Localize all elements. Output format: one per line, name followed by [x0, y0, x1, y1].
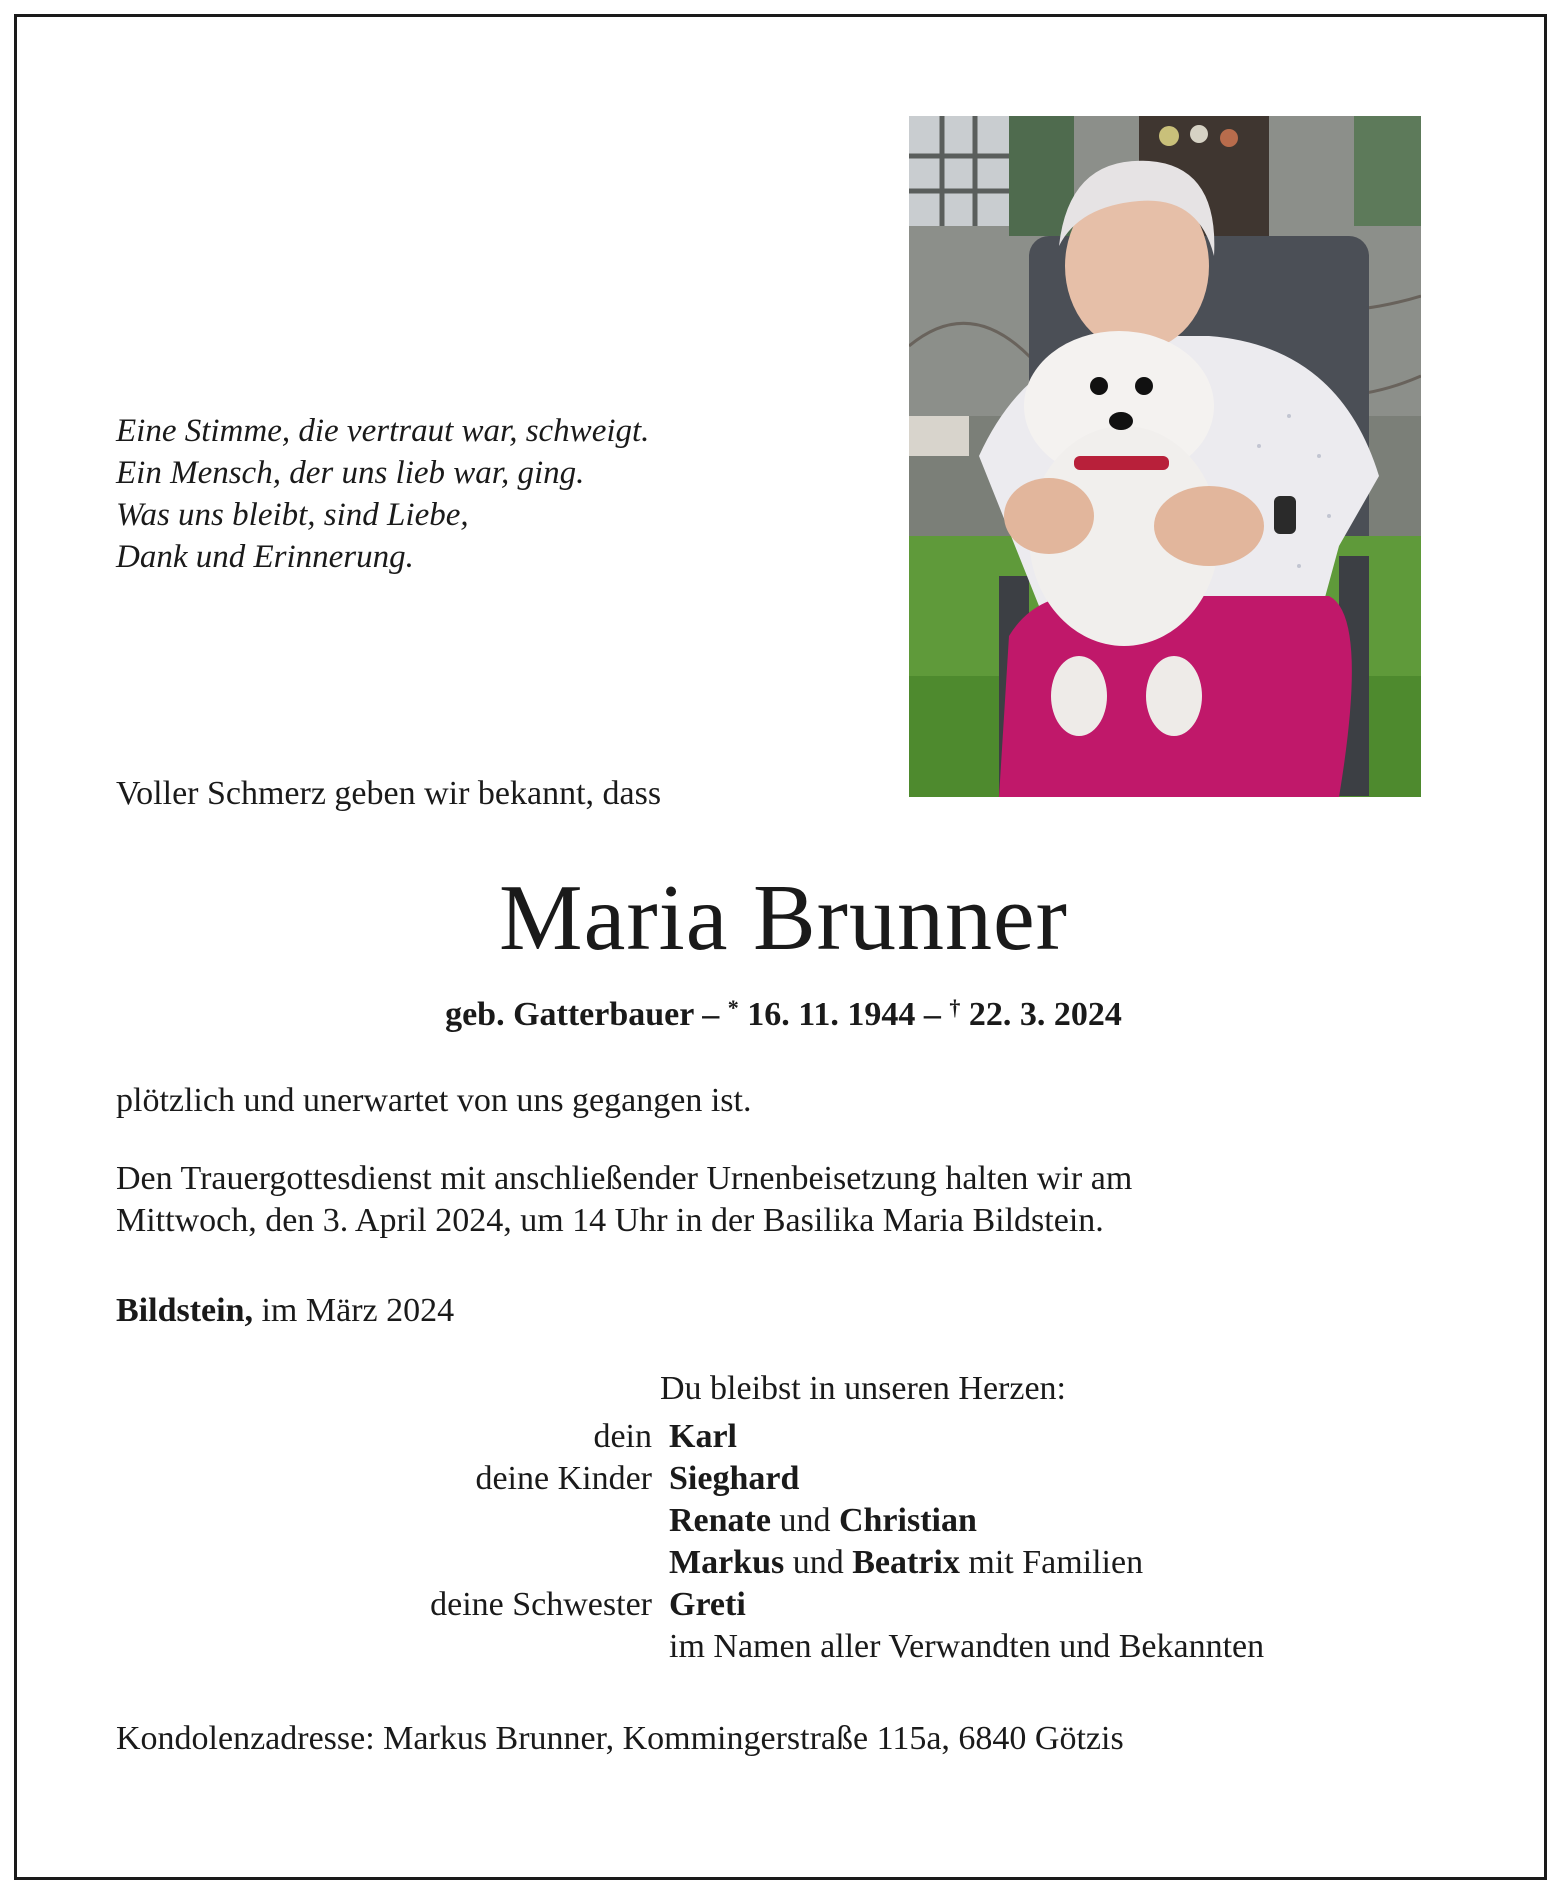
family-list [0, 1418, 1567, 1670]
family-row [0, 1460, 1567, 1502]
family-suffix: im Namen aller Verwandten und Bekannten [669, 1628, 1265, 1665]
service-line: Den Trauergottesdienst mit anschließender Urnenbeisetzung halten wir am [116, 1160, 1133, 1197]
family-name: Christian [838, 1502, 977, 1539]
family-name: Greti [669, 1586, 746, 1623]
family-names [669, 1502, 977, 1540]
family-row [0, 1502, 1567, 1544]
poem-line: Eine Stimme, die vertraut war, schweigt. [116, 413, 650, 449]
family-row [0, 1628, 1567, 1670]
family-relation: deine Kinder [475, 1460, 652, 1497]
poem-line: Ein Mensch, der uns lieb war, ging. [116, 455, 585, 491]
family-row [0, 1544, 1567, 1586]
death-date: 22. 3. 2024 [968, 996, 1122, 1033]
death-symbol: † [949, 995, 961, 1020]
family-names [669, 1460, 799, 1498]
family-names [669, 1544, 1143, 1582]
family-name: Sieghard [669, 1460, 800, 1497]
condolence-address: Kondolenzadresse: Markus Brunner, Kommingerstraße 115a, 6840 Götzis [116, 1720, 1124, 1757]
birth-date: 16. 11. 1944 [747, 996, 916, 1033]
maiden-name: geb. Gatterbauer [445, 996, 694, 1033]
family-name: Karl [669, 1418, 737, 1455]
poem [116, 410, 649, 578]
family-names [669, 1418, 737, 1456]
family-conj: und [779, 1502, 831, 1539]
poem-line: Dank und Erinnerung. [116, 539, 414, 575]
intro-text: Voller Schmerz geben wir bekannt, dass [116, 775, 662, 812]
passed-text: plötzlich und unerwartet von uns gegangen ist. [116, 1082, 752, 1119]
family-names [669, 1628, 1264, 1666]
family-row [0, 1586, 1567, 1628]
deceased-name: Maria Brunner [499, 866, 1068, 970]
family-suffix: mit Familien [968, 1544, 1144, 1581]
family-relation: dein [593, 1418, 652, 1455]
family-relation: deine Schwester [430, 1586, 652, 1623]
dash: – [923, 996, 941, 1033]
service-line: Mittwoch, den 3. April 2024, um 14 Uhr in der Basilika Maria Bildstein. [116, 1202, 1104, 1239]
place-date-value: im März 2024 [261, 1292, 455, 1329]
family-name: Beatrix [852, 1544, 960, 1581]
family-row [0, 1418, 1567, 1460]
family-heading: Du bleibst in unseren Herzen: [660, 1370, 1066, 1407]
service-text [116, 1158, 1132, 1242]
place-date [116, 1290, 454, 1332]
portrait-photo-drawing [909, 116, 1421, 797]
poem-line: Was uns bleibt, sind Liebe, [116, 497, 469, 533]
family-conj: und [792, 1544, 844, 1581]
family-name: Renate [669, 1502, 771, 1539]
life-dates [0, 995, 1567, 1034]
dash: – [702, 996, 720, 1033]
place: Bildstein, [116, 1292, 253, 1329]
birth-symbol: * [727, 995, 739, 1020]
family-names [669, 1586, 746, 1624]
family-name: Markus [669, 1544, 785, 1581]
portrait-photo [909, 116, 1421, 797]
